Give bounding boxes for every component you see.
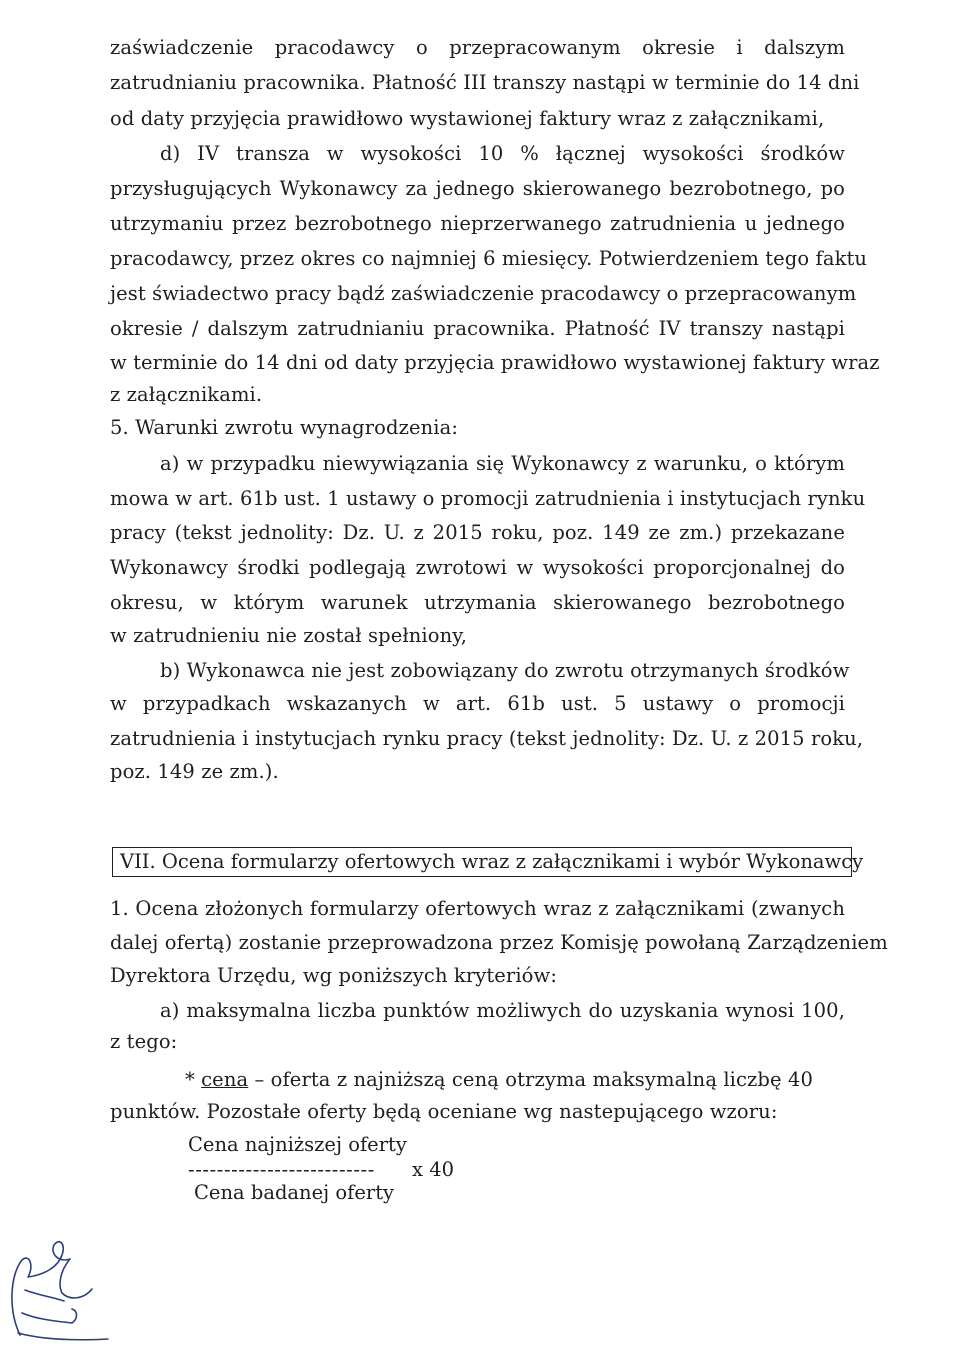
point-heading: 5. Warunki zwrotu wynagrodzenia: (110, 416, 459, 439)
text-line: zatrudnienia i instytucjach rynku pracy (tekst jednolity: Dz. U. z 2015 roku, (110, 727, 864, 750)
text-line: przysługujących Wykonawcy za jednego skierowanego bezrobotnego, po (110, 177, 845, 200)
text-line: jest świadectwo pracy bądź zaświadczenie pracodawcy o przepracowanym (110, 282, 857, 305)
text-line: pracy (tekst jednolity: Dz. U. z 2015 roku, poz. 149 ze zm.) przekazane (110, 521, 845, 544)
text-line: w przypadkach wskazanych w art. 61b ust. 5 ustawy o promocji (110, 692, 845, 715)
bullet-asterisk: * (185, 1068, 202, 1091)
text-line: Wykonawcy środki podlegają zwrotowi w wysokości proporcjonalnej do (110, 556, 845, 579)
text-line: okresie / dalszym zatrudnianiu pracownika. Płatność IV transzy nastąpi (110, 317, 845, 340)
text-line: dalej ofertą) zostanie przeprowadzona przez Komisję powołaną Zarządzeniem (110, 931, 888, 954)
formula-denominator: Cena badanej oferty (194, 1181, 395, 1204)
formula-numerator: Cena najniższej oferty (188, 1133, 407, 1156)
handwritten-signature (0, 1215, 140, 1355)
formula-multiplier: x 40 (412, 1158, 455, 1181)
text-line: mowa w art. 61b ust. 1 ustawy o promocji zatrudnienia i instytucjach rynku (110, 487, 866, 510)
criterion-text: – oferta z najniższą ceną otrzyma maksymalną liczbę 40 (248, 1068, 813, 1091)
list-item-a: a) w przypadku niewywiązania się Wykonawcy z warunku, o którym (160, 452, 845, 475)
text-line: 1. Ocena złożonych formularzy ofertowych wraz z załącznikami (zwanych (110, 897, 845, 920)
text-line: utrzymaniu przez bezrobotnego nieprzerwanego zatrudnienia u jednego (110, 212, 845, 235)
list-item-a: a) maksymalna liczba punktów możliwych do uzyskania wynosi 100, (160, 999, 845, 1022)
text-line: w terminie do 14 dni od daty przyjęcia prawidłowo wystawionej faktury wraz (110, 351, 880, 374)
text-line: od daty przyjęcia prawidłowo wystawionej faktury wraz z załącznikami, (110, 107, 825, 130)
text-line: Dyrektora Urzędu, wg poniższych kryteriów: (110, 964, 557, 987)
text-line: w zatrudnieniu nie został spełniony, (110, 624, 468, 647)
text-line: pracodawcy, przez okres co najmniej 6 miesięcy. Potwierdzeniem tego faktu (110, 247, 868, 270)
text-line: poz. 149 ze zm.). (110, 760, 279, 783)
criterion-term: cena (201, 1068, 249, 1091)
formula-dashes: -------------------------- (188, 1158, 375, 1181)
text-line: zaświadczenie pracodawcy o przepracowanym okresie i dalszym (110, 36, 845, 59)
list-item-b: b) Wykonawca nie jest zobowiązany do zwrotu otrzymanych środków (160, 659, 850, 682)
text-line: z załącznikami. (110, 383, 263, 406)
section-heading: VII. Ocena formularzy ofertowych wraz z załącznikami i wybór Wykonawcy (120, 850, 864, 873)
text-line: punktów. Pozostałe oferty będą oceniane wg nastepującego wzoru: (110, 1100, 778, 1123)
text-line: zatrudnianiu pracownika. Płatność III transzy nastąpi w terminie do 14 dni (110, 71, 860, 94)
criterion-price (185, 1065, 845, 1095)
list-item-d: d) IV transza w wysokości 10 % łącznej wysokości środków (160, 142, 845, 165)
text-line: z tego: (110, 1030, 178, 1053)
text-line: okresu, w którym warunek utrzymania skierowanego bezrobotnego (110, 591, 845, 614)
